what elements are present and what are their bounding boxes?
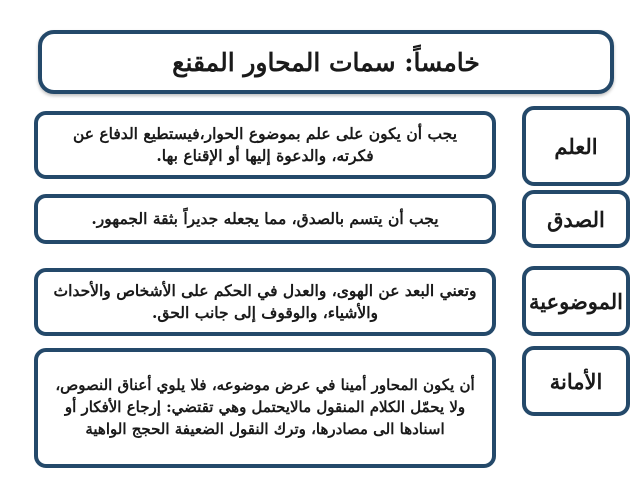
slide-title-box <box>38 30 614 94</box>
row-label: الصدق <box>547 206 605 232</box>
row-text: وتعني البعد عن الهوى، والعدل في الحكم على الأشخاص والأحداث والأشياء، والوقوف إلى جانب الحق. <box>53 280 477 322</box>
desc-box-objectivity <box>34 268 496 336</box>
slide-title: خامساً: سمات المحاور المقنع <box>172 47 480 77</box>
row-text: يجب أن يكون على علم بموضوع الحوار،فيستطيع الدفاع عن فكرته، والدعوة إليها أو الإقناع بها. <box>72 123 458 165</box>
label-box-objectivity <box>522 266 630 336</box>
row-text: أن يكون المحاور أمينا في عرض موضوعه، فلا يلوي أعناق النصوص، ولا يحمّل الكلام المنقول مالايحتمل وهي تقتضي: إرجاع الأفكار أو اسنادها الى مصادرها، وترك النقول الضعيفة الحجج الواهية <box>55 376 475 438</box>
desc-box-knowledge <box>34 111 496 179</box>
label-box-honesty <box>522 190 630 248</box>
label-box-integrity <box>522 346 630 416</box>
desc-box-honesty <box>34 194 496 244</box>
label-box-knowledge <box>522 106 630 186</box>
row-label: العلم <box>554 133 598 159</box>
row-text: يجب أن يتسم بالصدق، مما يجعله جديراً بثقة الجمهور. <box>91 208 439 228</box>
desc-box-integrity <box>34 348 496 468</box>
row-label: الأمانة <box>549 368 603 394</box>
row-label: الموضوعية <box>528 288 624 314</box>
